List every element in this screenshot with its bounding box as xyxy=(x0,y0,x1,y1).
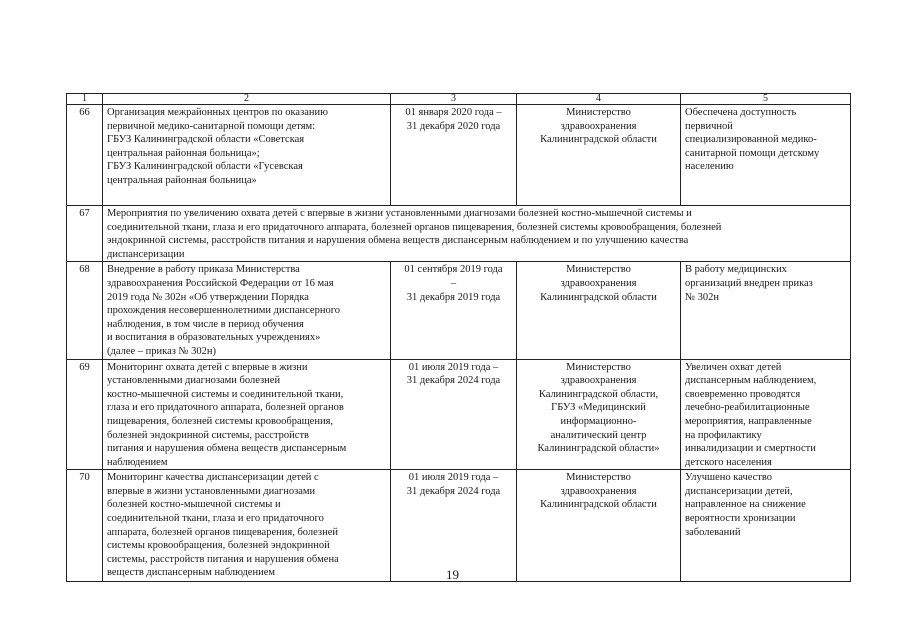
table-row xyxy=(67,470,851,582)
measures-table xyxy=(66,93,851,582)
row-number: 66 xyxy=(67,105,103,206)
activity-cell: Мониторинг качества диспансеризации детей с впервые в жизни установленными диагнозами болезней костно-мышечной системы и соединительной ткани, глаза и его придаточного аппарата, болезней органов пищеварения, болезней системы кровообращения, болезней эндокринной системы, расстройств питания и нарушения обмена веществ диспансерным наблюдением xyxy=(103,470,391,582)
responsible-cell: Министерство здравоохранения Калининградской области, ГБУЗ «Медицинский информационно- аналитический центр Калининградской области» xyxy=(517,359,681,470)
page-number: 19 xyxy=(446,567,459,582)
table-row xyxy=(67,105,851,206)
period-cell: 01 июля 2019 года – 31 декабря 2024 года xyxy=(391,470,517,582)
period-cell: 01 сентября 2019 года – 31 декабря 2019 года xyxy=(391,262,517,359)
row-number: 70 xyxy=(67,470,103,582)
table-row xyxy=(67,262,851,359)
column-number-3: 3 xyxy=(391,94,517,105)
table-row xyxy=(67,359,851,470)
activity-cell: Организация межрайонных центров по оказанию первичной медико-санитарной помощи детям: ГБУЗ Калининградской области «Советская центральная районная больница»; ГБУЗ Калининградской области «Гусевская центральная районная больница» xyxy=(103,105,391,206)
row-number: 69 xyxy=(67,359,103,470)
responsible-cell: Министерство здравоохранения Калининградской области xyxy=(517,262,681,359)
column-number-2: 2 xyxy=(103,94,391,105)
row-number: 68 xyxy=(67,262,103,359)
column-number-5: 5 xyxy=(681,94,851,105)
result-cell: Увеличен охват детей диспансерным наблюдением, своевременно проводятся лечебно-реабилитационные мероприятия, направленные на профилактику инвалидизации и смертности детского населения xyxy=(681,359,851,470)
result-cell: Улучшено качество диспансеризации детей, направленное на снижение вероятности хронизации заболеваний xyxy=(681,470,851,582)
section-row xyxy=(67,206,851,262)
section-heading-cell: Мероприятия по увеличению охвата детей с впервые в жизни установленными диагнозами болезней костно-мышечной системы и соединительной ткани, глаза и его придаточного аппарата, болезней органов пищеварения, болезней системы кровообращения, болезней эндокринной системы, расстройств питания и нарушения обмена веществ диспансерным наблюдением и по улучшению качества диспансеризации xyxy=(103,206,851,262)
activity-cell: Мониторинг охвата детей с впервые в жизни установленными диагнозами болезней костно-мышечной системы и соединительной ткани, глаза и его придаточного аппарата, болезней органов пищеварения, болезней системы кровообращения, болезней эндокринной системы, расстройств питания и нарушения обмена веществ диспансерным наблюдением xyxy=(103,359,391,470)
result-cell: Обеспечена доступность первичной специализированной медико- санитарной помощи детскому населению xyxy=(681,105,851,206)
row-number: 67 xyxy=(67,206,103,262)
result-cell: В работу медицинских организаций внедрен приказ № 302н xyxy=(681,262,851,359)
period-cell: 01 января 2020 года – 31 декабря 2020 года xyxy=(391,105,517,206)
responsible-cell: Министерство здравоохранения Калининградской области xyxy=(517,470,681,582)
column-number-4: 4 xyxy=(517,94,681,105)
column-number-1: 1 xyxy=(67,94,103,105)
activity-cell: Внедрение в работу приказа Министерства здравоохранения Российской Федерации от 16 мая 2019 года № 302н «Об утверждении Порядка прохождения несовершеннолетними диспансерного наблюдения, в том числе в период обучения и воспитания в образовательных учреждениях» (далее – приказ № 302н) xyxy=(103,262,391,359)
column-number-row xyxy=(67,94,851,105)
responsible-cell: Министерство здравоохранения Калининградской области xyxy=(517,105,681,206)
period-cell: 01 июля 2019 года – 31 декабря 2024 года xyxy=(391,359,517,470)
